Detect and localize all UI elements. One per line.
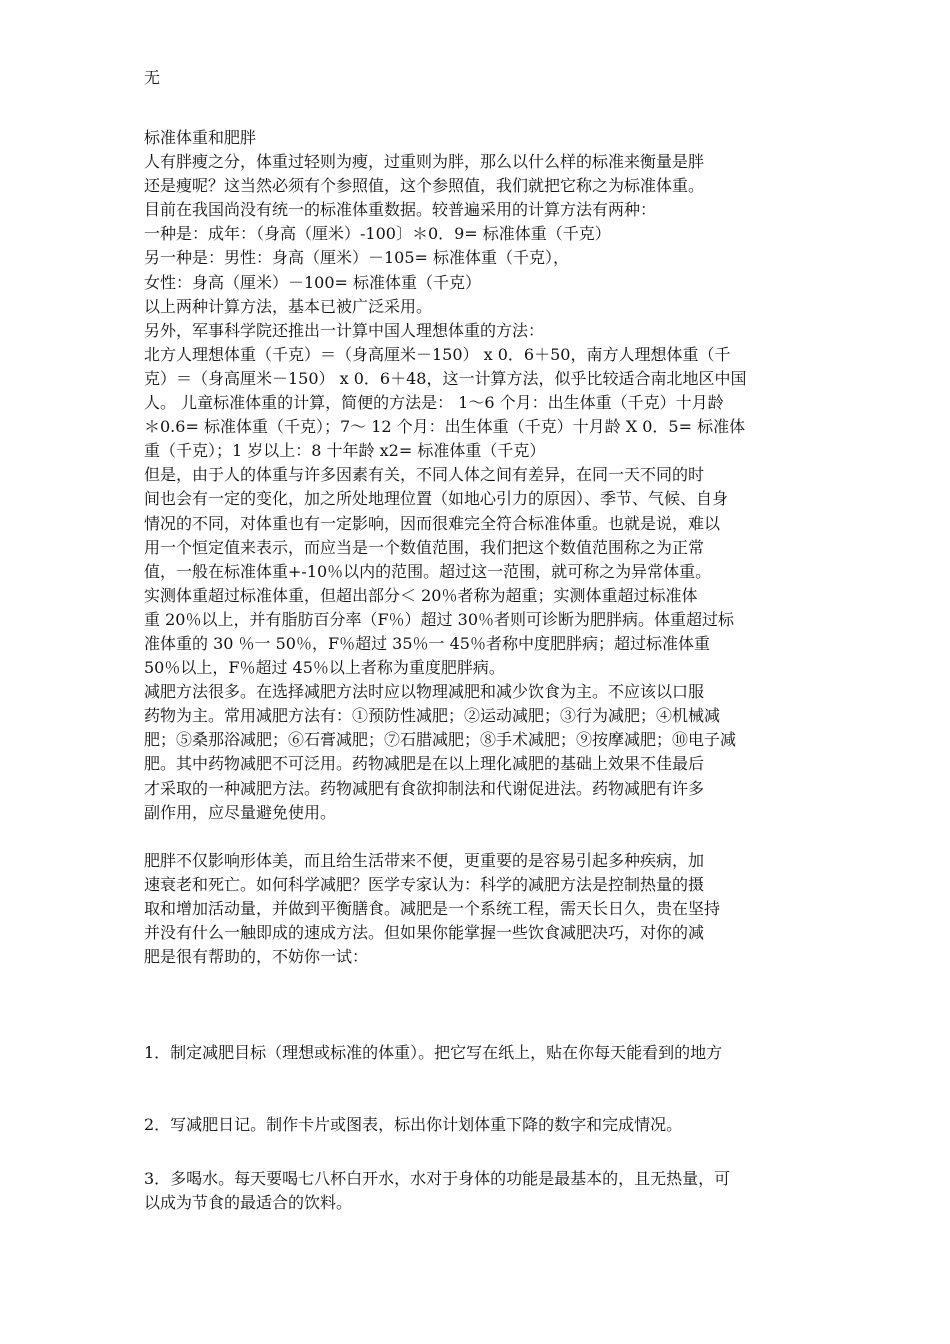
text-line: 目前在我国尚没有统一的标准体重数据。较普遍采用的计算方法有两种：	[144, 200, 657, 220]
text-line: 减肥方法很多。在选择减肥方法时应以物理减肥和减少饮食为主。不应该以口服	[144, 682, 705, 702]
text-line: 另外，军事科学院还推出一计算中国人理想体重的方法：	[144, 320, 545, 340]
text-line: 间也会有一定的变化，加之所处地理位置（如地心引力的原因）、季节、气候、自身	[144, 489, 729, 509]
paragraph-gap	[144, 969, 816, 1041]
paragraph-line: 取和增加活动量，并做到平衡膳食。减肥是一个系统工程，需天长日久，贵在坚持	[144, 898, 721, 918]
text-line: 人。 儿童标准体重的计算，简便的方法是： 1～6 个月：出生体重（千克）十月龄	[144, 393, 724, 413]
tip-item: 以成为节食的最适合的饮料。	[144, 1193, 353, 1213]
paragraph-line: 肥胖不仅影响形体美，而且给生活带来不便，更重要的是容易引起多种疾病，加	[144, 850, 705, 870]
text-line: ＊0.6= 标准体重（千克）；7～ 12 个月：出生体重（千克）十月龄 X 0．5= 标准体	[144, 417, 746, 437]
text-line: 准体重的 30 ％一 50％，F％超过 35％一 45％者称中度肥胖病；超过标准体重	[144, 633, 710, 653]
text-line: 克）＝（身高厘米－150） x 0．6＋48，这一计算方法，似乎比较适合南北地区中国	[144, 368, 747, 388]
text-line: 副作用，应尽量避免使用。	[144, 802, 337, 822]
tip-item: 1．制定减肥目标（理想或标准的体重）。把它写在纸上，贴在你每天能看到的地方	[144, 1043, 723, 1063]
paragraph-gap	[144, 1065, 816, 1113]
text-line: 重（千克）；1 岁以上：8 十年龄 x2= 标准体重（千克）	[144, 441, 546, 461]
text-line: 值，一般在标准体重+-10％以内的范围。超过这一范围，就可称之为异常体重。	[144, 561, 712, 581]
paragraph-gap	[144, 825, 816, 849]
document-content	[144, 126, 816, 1216]
tip-item: 3．多喝水。每天要喝七八杯白开水，水对于身体的功能是最基本的，且无热量，可	[144, 1169, 731, 1189]
text-line: 还是瘦呢？这当然必须有个参照值，这个参照值，我们就把它称之为标准体重。	[144, 176, 705, 196]
tip-item: 2．写减肥日记。制作卡片或图表，标出你计划体重下降的数字和完成情况。	[144, 1115, 683, 1135]
text-line: 重 20％以上，并有脂肪百分率（F％）超过 30％者则可诊断为肥胖病。体重超过标	[144, 609, 734, 629]
text-line: 女性：身高（厘米）－100= 标准体重（千克）	[144, 272, 482, 292]
text-line: 情况的不同，对体重也有一定影响，因而很难完全符合标准体重。也就是说，难以	[144, 513, 721, 533]
text-line: 用一个恒定值来表示，而应当是一个数值范围，我们把这个数值范围称之为正常	[144, 537, 705, 557]
text-line: 但是，由于人的体重与许多因素有关，不同人体之间有差异，在同一天不同的时	[144, 465, 705, 485]
paragraph-line: 肥是很有帮助的，不妨你一试：	[144, 947, 369, 967]
header-mark: 无	[144, 68, 161, 87]
text-line: 药物为主。常用减肥方法有：①预防性减肥；②运动减肥；③行为减肥；④机械减	[144, 706, 721, 726]
text-line: 一种是：成年：（身高（厘米）-100〕＊0．9= 标准体重（千克）	[144, 224, 611, 244]
text-line: 才采取的一种减肥方法。药物减肥有食欲抑制法和代谢促进法。药物减肥有许多	[144, 778, 705, 798]
text-line: 北方人理想体重（千克）＝（身高厘米－150） x 0．6＋50，南方人理想体重（千	[144, 344, 731, 364]
document-title: 标准体重和肥胖	[144, 128, 257, 147]
text-line: 实测体重超过标准体重，但超出部分＜ 20％者称为超重；实测体重超过标准体	[144, 585, 698, 605]
text-line: 50％以上，F％超过 45％以上者称为重度肥胖病。	[144, 658, 505, 678]
text-line: 以上两种计算方法，基本已被广泛采用。	[144, 296, 433, 316]
paragraph-line: 并没有什么一触即成的速成方法。但如果你能掌握一些饮食减肥决巧，对你的减	[144, 923, 705, 942]
text-line: 肥。其中药物减肥不可泛用。药物减肥是在以上理化减肥的基础上效果不佳最后	[144, 754, 705, 774]
text-line: 另一种是：男性：身高（厘米）－105= 标准体重（千克），	[144, 248, 570, 268]
text-line: 肥；⑤桑那浴减肥；⑥石膏减肥；⑦石腊减肥；⑧手术减肥；⑨按摩减肥；⑩电子减	[144, 730, 737, 750]
text-line: 人有胖瘦之分，体重过轻则为瘦，过重则为胖，那么以什么样的标准来衡量是胖	[144, 152, 705, 172]
paragraph-gap	[144, 1137, 816, 1167]
paragraph-line: 速衰老和死亡。如何科学减肥？医学专家认为：科学的减肥方法是控制热量的摄	[144, 874, 705, 894]
